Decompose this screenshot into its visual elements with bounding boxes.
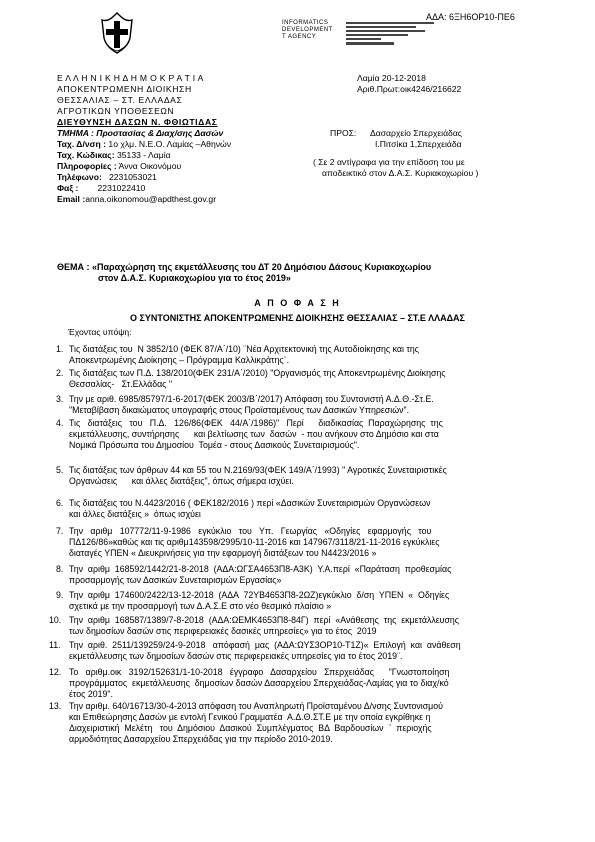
recipient-label: ΠΡΟΣ: (330, 128, 357, 138)
consideration-number: 6. (56, 498, 64, 508)
agency-logo-text: INFORMATICS DEVELOPMENT T AGENCY (282, 20, 333, 40)
consideration-text (69, 418, 562, 451)
consideration-number: 11. (49, 640, 61, 650)
consideration-text (69, 667, 562, 700)
consideration-line: σχετικά με την προσαρμογή των Δ.Α.Σ.Ε στο νέο θεσμικό πλαίσιο » (69, 601, 332, 611)
department: ΤΜΗΜΑ : Προστασίας & Διαχ/σης Δασών (57, 128, 224, 138)
consideration-item (42, 498, 562, 520)
recipient-line: Ι.Πιτσίκα 1,Σπερχειάδα (375, 139, 462, 149)
consideration-line: προγράμματος εκμετάλλευσης δημοσίων δασών Δασαρχείου Σπερχειάδας-Λαμίας για το διαχ/κό (69, 678, 449, 688)
consideration-line: Την αριθμ. 640/16713/30-4-2013 απόφαση του Αναπληρωτή Προϊσταμένου Δ/νσης Συντονισμού (69, 701, 443, 711)
consideration-text (69, 465, 562, 487)
consideration-number: 12. (49, 667, 62, 677)
consideration-line: Την αριθμ 107772/11-9-1986 εγκύκλιο του Υπ. Γεωργίας «Οδηγίες εφαρμογής του (69, 526, 432, 536)
consideration-item (42, 640, 562, 662)
sender-line: Ε Λ Λ Η Ν Ι Κ Η Δ Η Μ Ο Κ Ρ Α Τ Ι Α (57, 73, 204, 83)
consideration-line: Τις διατάξεις του Ν.4423/2016 ( ΦΕΚ182/2016 ) περί «Δασικών Συνεταιρισμών Οργανώσεων (69, 498, 431, 508)
consideration-line: Νομικά Πρόσωπα του Δημοσίου Τομέα - στους Δασικούς Συνεταιρισμούς". (69, 440, 360, 450)
sender-line: ΑΓΡΟΤΙΚΩΝ ΥΠΟΘΕΣΕΩΝ (57, 106, 175, 116)
consideration-number: 1. (56, 344, 64, 354)
greek-coat-of-arms-icon (100, 12, 134, 54)
sender-line: ΘΕΣΣΑΛΙΑΣ – ΣΤ. ΕΛΛΑΔΑΣ (57, 95, 183, 105)
consideration-line: Οργανώσεις και άλλες διατάξεις", όπως σήμερα ισχύει. (69, 476, 294, 486)
consideration-number: 13. (49, 701, 62, 711)
consideration-line: Την αριθμ 174600/2422/13-12-2018 (ΑΔΑ 72ΥΒ4653Π8-2ΩΖ)εγκύκλιο δ/ση ΥΠΕΝ « Οδηγίες (69, 590, 450, 600)
consideration-line: αρμοδιότητας Δασαρχείου Σπερχειάδας για την περίοδο 2010-2019. (69, 734, 333, 744)
consideration-text (69, 701, 562, 745)
agency-logo-fineprint (346, 20, 434, 46)
email-link[interactable]: anna.oikonomou@apdthest.gov.gr (85, 194, 217, 204)
consideration-line: Την αριθμ 168587/1389/7-8-2018 (ΑΔΑ:ΩΕΜΚ4653Π8-84Γ) περί «Ανάθεσης της εκμετάλλευσης (69, 615, 460, 625)
ada-code: ΑΔΑ: 6ΞΗ6ΟΡ10-ΠΕ6 (426, 12, 515, 22)
consideration-line: "Μεταβίβαση δικαιώματος υπογραφής στους Προϊσταμένους των Δασικών Υπηρεσιών". (69, 405, 410, 415)
consideration-item (42, 667, 562, 700)
consideration-item (42, 394, 562, 416)
consideration-item (42, 526, 562, 559)
consideration-item (42, 564, 562, 586)
recipient-note: αποδεικτικό στον Δ.Α.Σ. Κυριακοχωρίου ) (322, 168, 479, 178)
address-row: Ταχ. Δ/νση : 1ο χλμ. Ν.Ε.Ο. Λαμίας –Αθηνών (57, 139, 232, 149)
consideration-item (42, 465, 562, 487)
consideration-line: Αποκεντρωμένης Διοίκησης – Πρόγραμμα Καλλικράτης¨. (69, 355, 290, 365)
consideration-number: 9. (56, 590, 64, 600)
consideration-item (42, 590, 562, 612)
consideration-line: διαταγές ΥΠΕΝ « Διευκρινήσεις για την εφαρμογή διατάξεων του Ν4423/2016 » (69, 548, 377, 558)
postal-row: Ταχ. Κώδικας: 35133 - Λαμία (57, 150, 171, 160)
consideration-text (69, 590, 562, 612)
having-regard: Έχοντας υπόψη: (68, 327, 132, 337)
consideration-item (42, 615, 562, 637)
recipient-note: ( Σε 2 αντίγραφα για την επίδοση του με (313, 157, 465, 167)
consideration-number: 5. (56, 465, 64, 475)
consideration-line: των δημοσίων δασών στις περιφερειακές δασικές υπηρεσίες» για το έτος 2019 (69, 626, 377, 636)
consideration-line: Την με αριθ. 6985/85797/1-6-2017(ΦΕΚ 2003/Β΄/2017) Απόφαση του Συντονιστή Α.Δ.Θ.-Στ.Ε. (69, 394, 434, 404)
consideration-line: Την αριθμ 168592/1442/21-8-2018 (ΑΔΑ:ΩΓΣΑ4653Π8-Α3Κ) Υ.Α.περί «Παράταση προθεσμίας (69, 564, 452, 574)
consideration-line: Τις διατάξεις των άρθρων 44 και 55 του Ν.2169/93(ΦΕΚ 149/Α΄/1993) " Αγροτικές Συνεταιριστικές (69, 465, 447, 475)
decision-title: Α Π Ο Φ Α Σ Η (254, 298, 341, 308)
consideration-text (69, 564, 562, 586)
protocol-number: Αριθ.Πρωτ:οικ4246/216622 (357, 84, 462, 94)
consideration-text (69, 640, 562, 662)
consideration-line: Την αριθ. 2511/139259/24-9-2018 απόφασή μας (ΑΔΑ:ΩΥΣ3ΟΡ10-Τ1Ζ)« Επιλογή και ανάθεση (69, 640, 461, 650)
consideration-line: προσαρμογής των Δασικών Συνεταιρισμών Εργασίας» (69, 575, 282, 585)
consideration-text (69, 368, 562, 390)
consideration-line: και άλλες διατάξεις » όπως ισχύει (69, 509, 201, 519)
directorate: ΔΙΕΥΘΥΝΣΗ ΔΑΣΩΝ Ν. ΦΘΙΩΤΙΔΑΣ (57, 117, 218, 127)
consideration-line: Τις διατάξεις του Ν 3852/10 (ΦΕΚ 87/Α΄/10) ¨Νέα Αρχιτεκτονική της Αυτοδιοίκησης και της (69, 344, 419, 354)
fax-row: Φαξ : 2231022410 (57, 183, 146, 193)
consideration-item (42, 368, 562, 390)
consideration-item (42, 344, 562, 366)
date-line: Λαμία 20-12-2018 (357, 73, 426, 83)
consideration-number: 8. (56, 564, 64, 574)
phone-row: Τηλέφωνο: 2231053021 (57, 172, 157, 182)
consideration-line: Τις διατάξεις του Π.Δ. 126/86(ΦΕΚ 44/Α΄/1986)" Περί διαδικασίας Παραχώρησης της (69, 418, 443, 428)
consideration-text (69, 394, 562, 416)
subject-line: ΘΕΜΑ : «Παραχώρηση της εκμετάλλευσης του ΔΤ 20 Δημόσιου Δάσους Κυριακοχωρίου (57, 262, 432, 272)
subject-line: στον Δ.Α.Σ. Κυριακοχωρίου για το έτος 2019» (98, 273, 291, 283)
consideration-number: 4. (56, 418, 64, 428)
consideration-number: 10. (49, 615, 62, 625)
consideration-text (69, 498, 562, 520)
email-row: Email :anna.oikonomou@apdthest.gov.gr (57, 194, 217, 204)
consideration-number: 2. (56, 368, 64, 378)
consideration-line: και Επιθεώρησης Δασών με εντολή Γενικού Γραμματέα Α.Δ.Θ.ΣΤ.Ε με την οποία εγκρίθηκε η (69, 712, 431, 722)
info-row: Πληροφορίες : Άννα Οικονόμου (57, 161, 182, 171)
consideration-text (69, 344, 562, 366)
consideration-line: ΠΔ126/86»καθώς και τις αριθμ143598/2995/10-11-2016 και 147967/3118/21-11-2016 εγκύκλιες (69, 537, 440, 547)
consideration-line: Διαχειριστική Μελέτη του Δημόσιου Δασικού Συμπλέγματος ΒΔ Βαρδουσίων ¨ περιοχής (69, 723, 432, 733)
consideration-number: 7. (56, 526, 64, 536)
consideration-number: 3. (56, 394, 64, 404)
consideration-text (69, 615, 562, 637)
consideration-line: Θεσσαλίας- Στ.Ελλάδας " (69, 379, 172, 389)
sender-line: ΑΠΟΚΕΝΤΡΩΜΕΝΗ ΔΙΟΙΚΗΣΗ (57, 84, 192, 94)
consideration-item (42, 701, 562, 745)
coordinator-title: Ο ΣΥΝΤΟΝΙΣΤΗΣ ΑΠΟΚΕΝΤΡΩΜΕΝΗΣ ΔΙΟΙΚΗΣΗΣ ΘΕΣΣΑΛΙΑΣ – ΣΤ.Ε ΛΛΑΔΑΣ (130, 313, 465, 323)
consideration-item (42, 418, 562, 451)
recipient-line: Δασαρχείο Σπερχειάδας (370, 128, 462, 138)
agency-logo (282, 20, 432, 50)
consideration-line: Το αριθμ.οικ 3192/152631/1-10-2018 έγγραφο Δασαρχείου Σπερχειάδας "Γνωστοποίηση (69, 667, 450, 677)
consideration-line: εκμετάλλευσης, συντήρησης και βελτίωσης των δασών - που ανήκουν στο Δημόσιο και στα (69, 429, 439, 439)
consideration-line: εκμετάλλευσης των δημοσίων δασών στις περιφερειακές υπηρεσίες για το έτος 2019¨. (69, 651, 403, 661)
sender-block (57, 73, 297, 205)
consideration-line: έτος 2019". (69, 689, 113, 699)
consideration-line: Τις διατάξεις των Π.Δ. 138/2010(ΦΕΚ 231/Α΄/2010) "Οργανισμός της Αποκεντρωμένης Διοίκησης (69, 368, 446, 378)
consideration-text (69, 526, 562, 559)
